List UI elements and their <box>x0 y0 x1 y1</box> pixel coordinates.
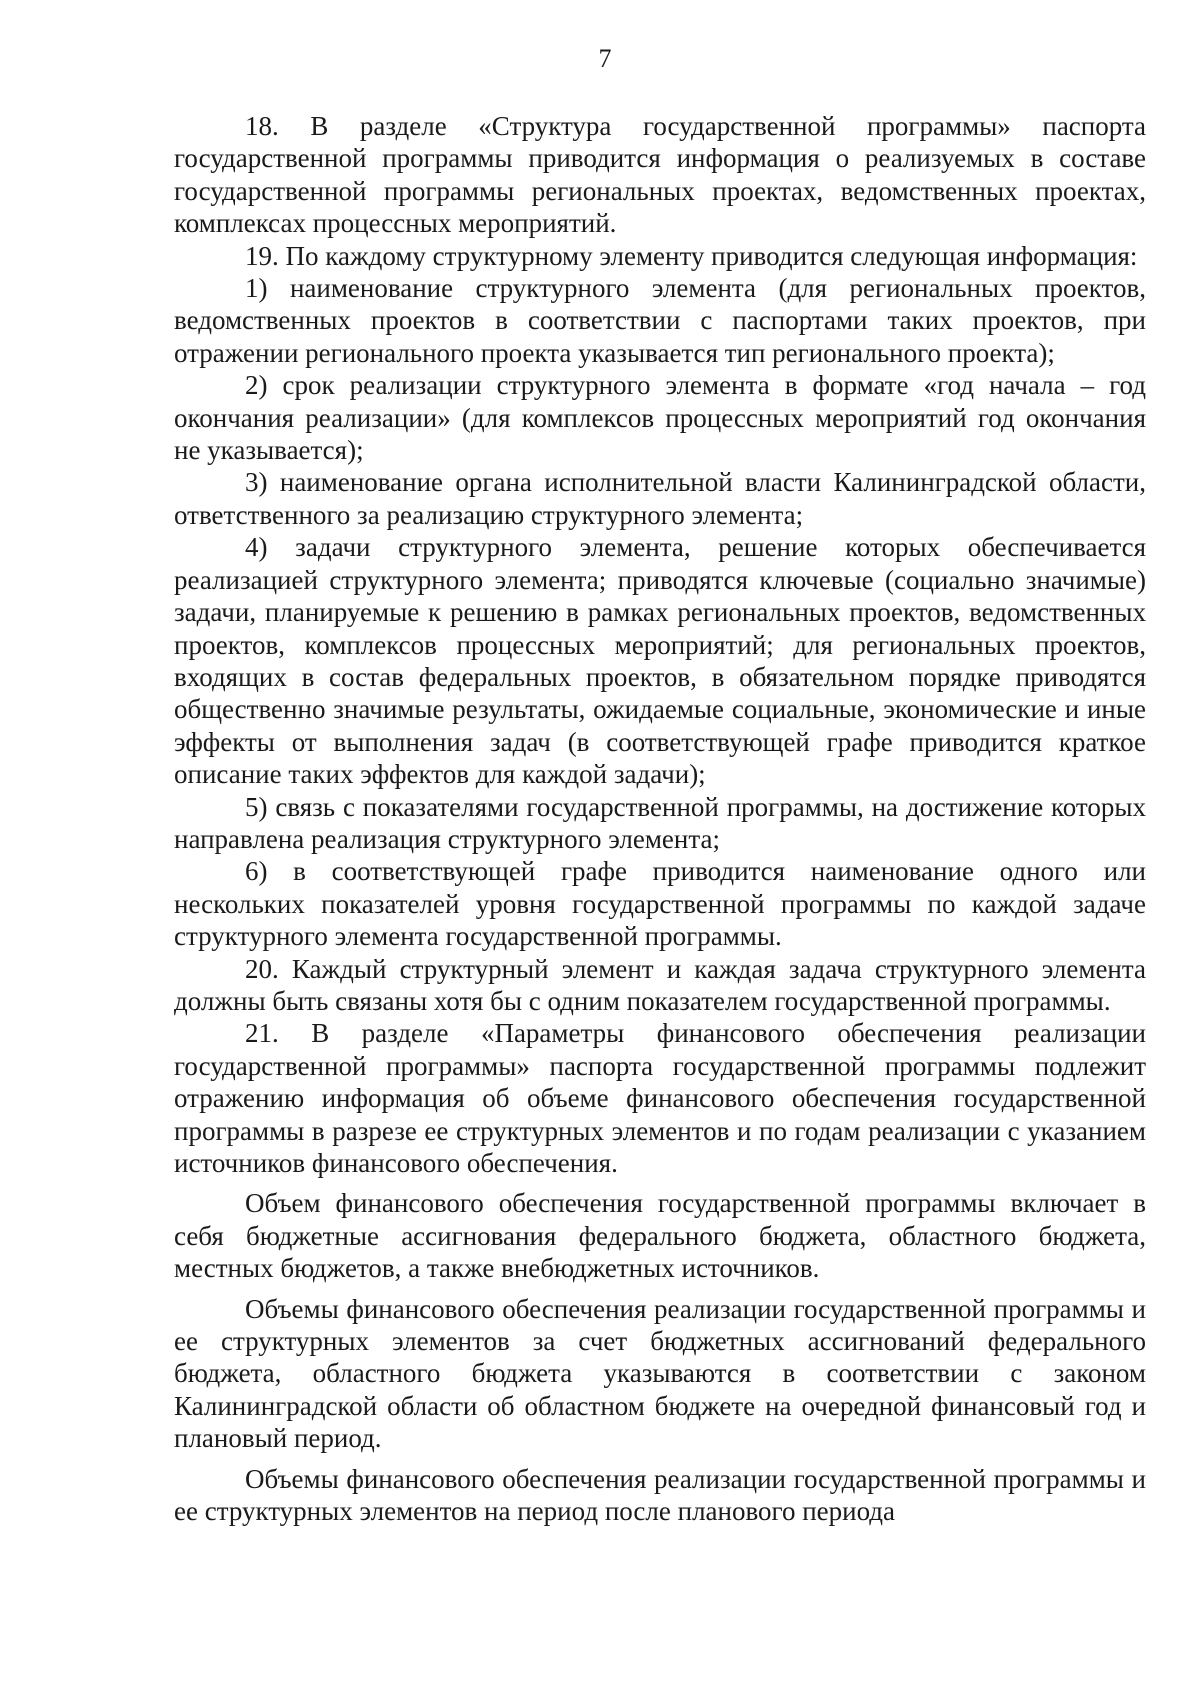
page-number: 7 <box>598 44 612 73</box>
document-body <box>174 110 1146 1527</box>
paragraph-18: 18. В разделе «Структура государственной программы» паспорта государственной программы приводится информация о реализуемых в составе государственной программы региональных проектах, ведомственных проектах, комплексах процессных мероприятий. <box>174 111 1146 239</box>
paragraph-19-item-6: 6) в соответствующей графе приводится наименование одного или нескольких показателей уровня государственной программы по каждой задаче структурного элемента государственной программы. <box>174 856 1146 952</box>
paragraph-funding-after-plan-period: Объемы финансового обеспечения реализации государственной программы и ее структурных элементов на период после планового периода <box>174 1463 1146 1527</box>
paragraph-19-item-1: 1) наименование структурного элемента (для региональных проектов, ведомственных проектов в соответствии с паспортами таких проектов, при отражении регионального проекта указывается тип регионального проекта); <box>174 273 1146 368</box>
paragraph-funding-federal-regional: Объемы финансового обеспечения реализации государственной программы и ее структурных элементов за счет бюджетных ассигнований федерального бюджета, областного бюджета указываются в соответствии с законом Калининградской области об областном бюджете на очередной финансовый год и плановый период. <box>174 1293 1146 1454</box>
paragraph-20: 20. Каждый структурный элемент и каждая задача структурного элемента должны быть связаны хотя бы с одним показателем государственной программы. <box>174 953 1146 1016</box>
paragraph-19-item-4: 4) задачи структурного элемента, решение которых обеспечивается реализацией структурного элемента; приводятся ключевые (социально значимые) задачи, планируемые к решению в рамках региональных проектов, ведомственных проектов, комплексов процессных мероприятий; для региональных проектов, входящих в состав федеральных проектов, в обязательном порядке приводятся общественно значимые результаты, ожидаемые социальные, экономические и иные эффекты от выполнения задач (в соответствующей графе приводится краткое описание таких эффектов для каждой задачи); <box>174 532 1146 790</box>
paragraph-19-item-2: 2) срок реализации структурного элемента в формате «год начала – год окончания реализации» (для комплексов процессных мероприятий год окончания не указывается); <box>174 370 1146 466</box>
paragraph-19-item-3: 3) наименование органа исполнительной власти Калининградской области, ответственного за реализацию структурного элемента; <box>174 467 1146 530</box>
paragraph-19-item-5: 5) связь с показателями государственной программы, на достижение которых направлена реализация структурного элемента; <box>174 791 1146 854</box>
paragraph-19: 19. По каждому структурному элементу приводится следующая информация: <box>245 240 1138 271</box>
paragraph-21: 21. В разделе «Параметры финансового обеспечения реализации государственной программы» паспорта государственной программы подлежит отражению информация об объеме финансового обеспечения государственной программы в разрезе ее структурных элементов и по годам реализации с указанием источников финансового обеспечения. <box>174 1018 1146 1178</box>
paragraph-funding-volume: Объем финансового обеспечения государственной программы включает в себя бюджетные ассигнования федерального бюджета, областного бюджета, местных бюджетов, а также внебюджетных источников. <box>174 1188 1146 1284</box>
